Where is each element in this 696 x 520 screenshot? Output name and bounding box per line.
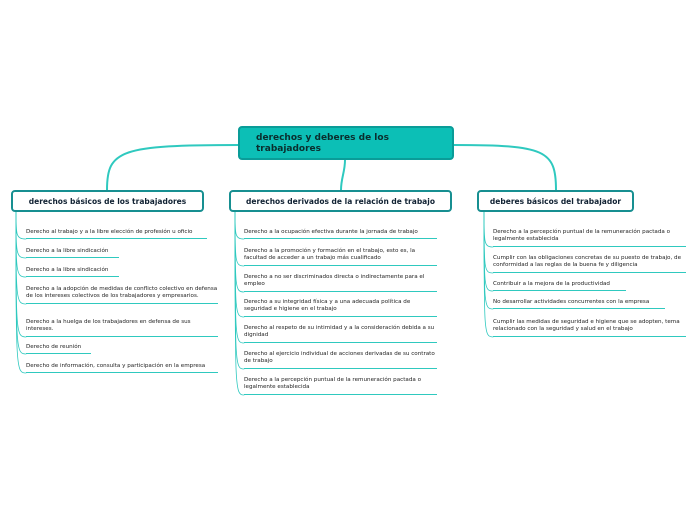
leaf-item[interactable]: Derecho a la percepción puntual de la remuneración pactada o legalmente establecida [493, 229, 686, 247]
connector-branch-leaf [16, 212, 26, 239]
connector-branch-leaf [235, 212, 244, 317]
branch-deberes-basicos[interactable] [477, 190, 634, 212]
leaf-item[interactable]: Derecho a la ocupación efectiva durante la jornada de trabajo [244, 229, 437, 239]
branch-title: deberes básicos del trabajador [489, 196, 622, 206]
connector-branch-leaf [484, 212, 493, 337]
root-title: derechos y deberes de los trabajadores [256, 133, 389, 154]
branch-title: derechos básicos de los trabajadores [28, 196, 187, 206]
connector-root-right [454, 145, 556, 190]
leaf-item[interactable]: Derecho a la libre sindicación [26, 267, 119, 277]
connector-branch-leaf [16, 212, 26, 354]
connector-branch-leaf [235, 212, 244, 239]
leaf-item[interactable]: Derecho a la percepción puntual de la remuneración pactada o legalmente establecida [244, 377, 437, 395]
leaf-item[interactable]: Derecho a la adopción de medidas de conflicto colectivo en defensa de los intereses colectivos de los trabajadores y empresarios. [26, 286, 218, 304]
leaf-item[interactable]: Cumplir con las obligaciones concretas de su puesto de trabajo, de conformidad a las reglas de la buena fe y diligencia [493, 255, 686, 273]
connector-branch-leaf [16, 212, 26, 277]
leaf-item[interactable]: Derecho a su integridad física y a una adecuada política de seguridad e higiene en el trabajo [244, 299, 437, 317]
leaf-item[interactable]: Derecho a la huelga de los trabajadores en defensa de sus intereses. [26, 319, 218, 337]
leaf-item[interactable]: Derecho de reunión [26, 344, 91, 354]
leaf-item[interactable]: Derecho a no ser discriminados directa o indirectamente para el empleo [244, 274, 437, 292]
leaf-item[interactable]: Derecho a la promoción y formación en el trabajo, esto es, la facultad de acceder a un trabajo más cualificado [244, 248, 437, 266]
leaf-item[interactable]: Derecho al trabajo y a la libre elección de profesión u oficio [26, 229, 207, 239]
connector-root-left [107, 145, 240, 190]
connector-branch-leaf [235, 212, 244, 292]
root-node[interactable] [238, 126, 454, 160]
leaf-item[interactable]: Cumplir las medidas de seguridad e higiene que se adopten, tema relacionado con la seguridad y salud en el trabajo [493, 319, 686, 337]
leaf-item[interactable]: No desarrollar actividades concurrentes con la empresa [493, 299, 665, 309]
leaf-item[interactable]: Derecho de información, consulta y participación en la empresa [26, 363, 218, 373]
connector-branch-leaf [484, 212, 493, 247]
branch-derechos-derivados[interactable] [229, 190, 452, 212]
connector-root-middle [341, 160, 345, 190]
leaf-item[interactable]: Derecho a la libre sindicación [26, 248, 119, 258]
connector-branch-leaf [484, 212, 493, 309]
connector-branch-leaf [484, 212, 493, 291]
branch-title: derechos derivados de la relación de trabajo [246, 196, 435, 206]
leaf-item[interactable]: Derecho al respeto de su intimidad y a la consideración debida a su dignidad [244, 325, 437, 343]
branch-derechos-basicos[interactable] [11, 190, 204, 212]
connector-branch-leaf [16, 212, 26, 337]
leaf-item[interactable]: Derecho al ejercicio individual de acciones derivadas de su contrato de trabajo [244, 351, 437, 369]
leaf-item[interactable]: Contribuir a la mejora de la productividad [493, 281, 626, 291]
connector-branch-leaf [235, 212, 244, 343]
